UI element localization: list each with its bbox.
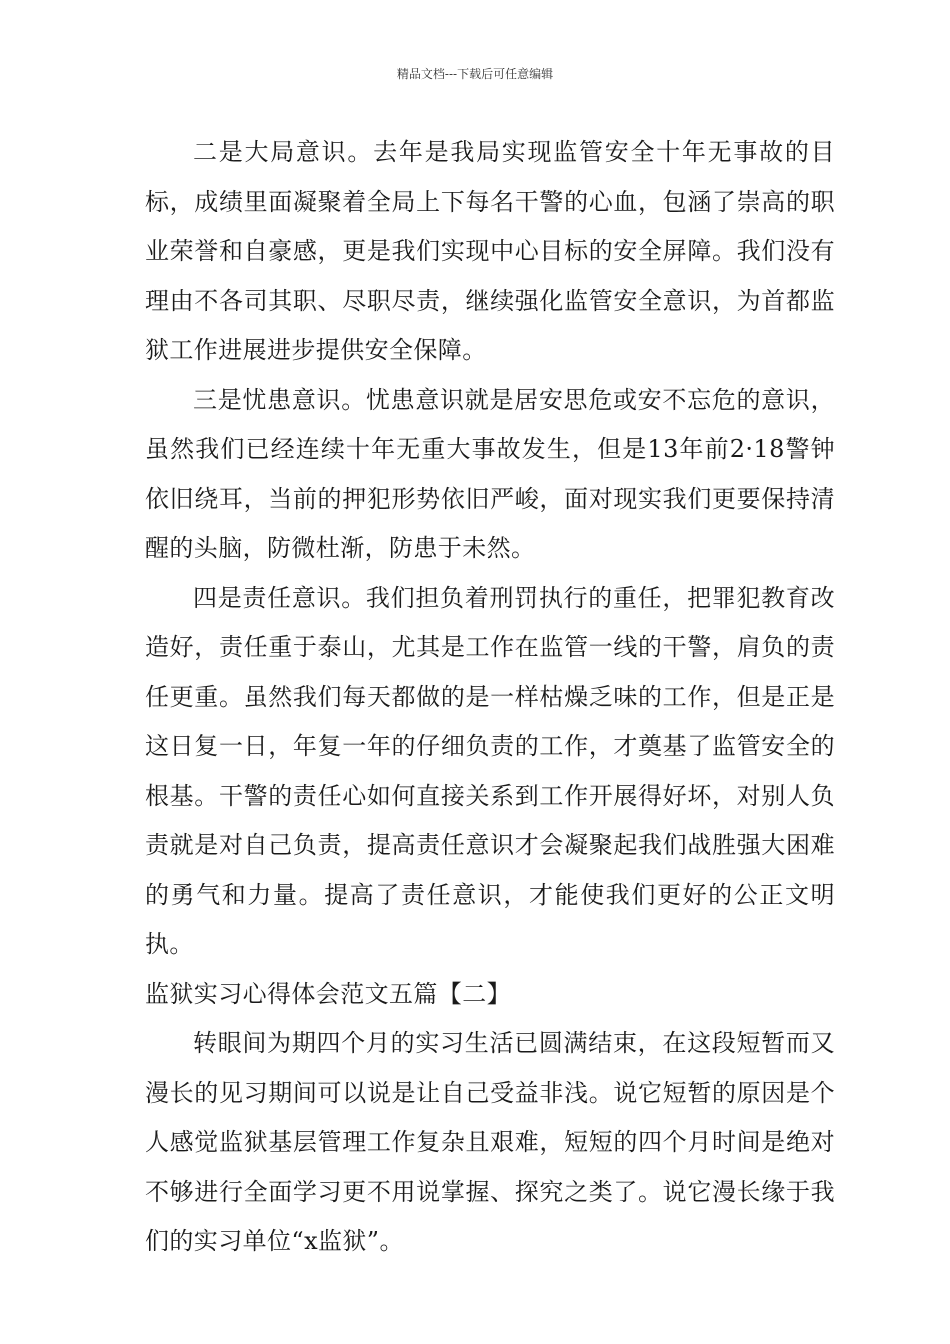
paragraph-responsibility-awareness: 四是责任意识。我们担负着刑罚执行的重任，把罪犯教育改造好，责任重于泰山，尤其是工作在监管一线的干警，肩负的责任更重。虽然我们每天都做的是一样枯燥乏味的工作，但是正是这日复一日，年复一年的仔细负责的工作，才奠基了监管安全的根基。干警的责任心如何直接关系到工作开展得好坏，对别人负责就是对自己负责，提高责任意识才会凝聚起我们战胜强大困难的勇气和力量。提高了责任意识，才能使我们更好的公正文明执。 — [145, 583, 835, 958]
paragraph-overall-awareness: 二是大局意识。去年是我局实现监管安全十年无事故的目标，成绩里面凝聚着全局上下每名干警的心血，包涵了崇高的职业荣誉和自豪感，更是我们实现中心目标的安全屏障。我们没有理由不各司其职、尽职尽责，继续强化监管安全意识，为首都监狱工作进展进步提供安全保障。 — [145, 138, 835, 364]
paragraph-internship-intro: 转眼间为期四个月的实习生活已圆满结束，在这段短暂而又漫长的见习期间可以说是让自己受益非浅。说它短暂的原因是个人感觉监狱基层管理工作复杂且艰难，短短的四个月时间是绝对不够进行全面学习更不用说掌握、探究之类了。说它漫长缘于我们的实习单位“x监狱”。 — [145, 1029, 835, 1255]
document-body — [145, 128, 835, 1267]
section-heading: 监狱实习心得体会范文五篇【二】 — [145, 979, 511, 1008]
page-header: 精品文档---下载后可任意编辑 — [396, 67, 554, 81]
paragraph-risk-awareness: 三是忧患意识。忧患意识就是居安思危或安不忘危的意识，虽然我们已经连续十年无重大事故发生，但是13年前2·18警钟依旧绕耳，当前的押犯形势依旧严峻，面对现实我们更要保持清醒的头脑，防微杜渐，防患于未然。 — [145, 385, 835, 562]
